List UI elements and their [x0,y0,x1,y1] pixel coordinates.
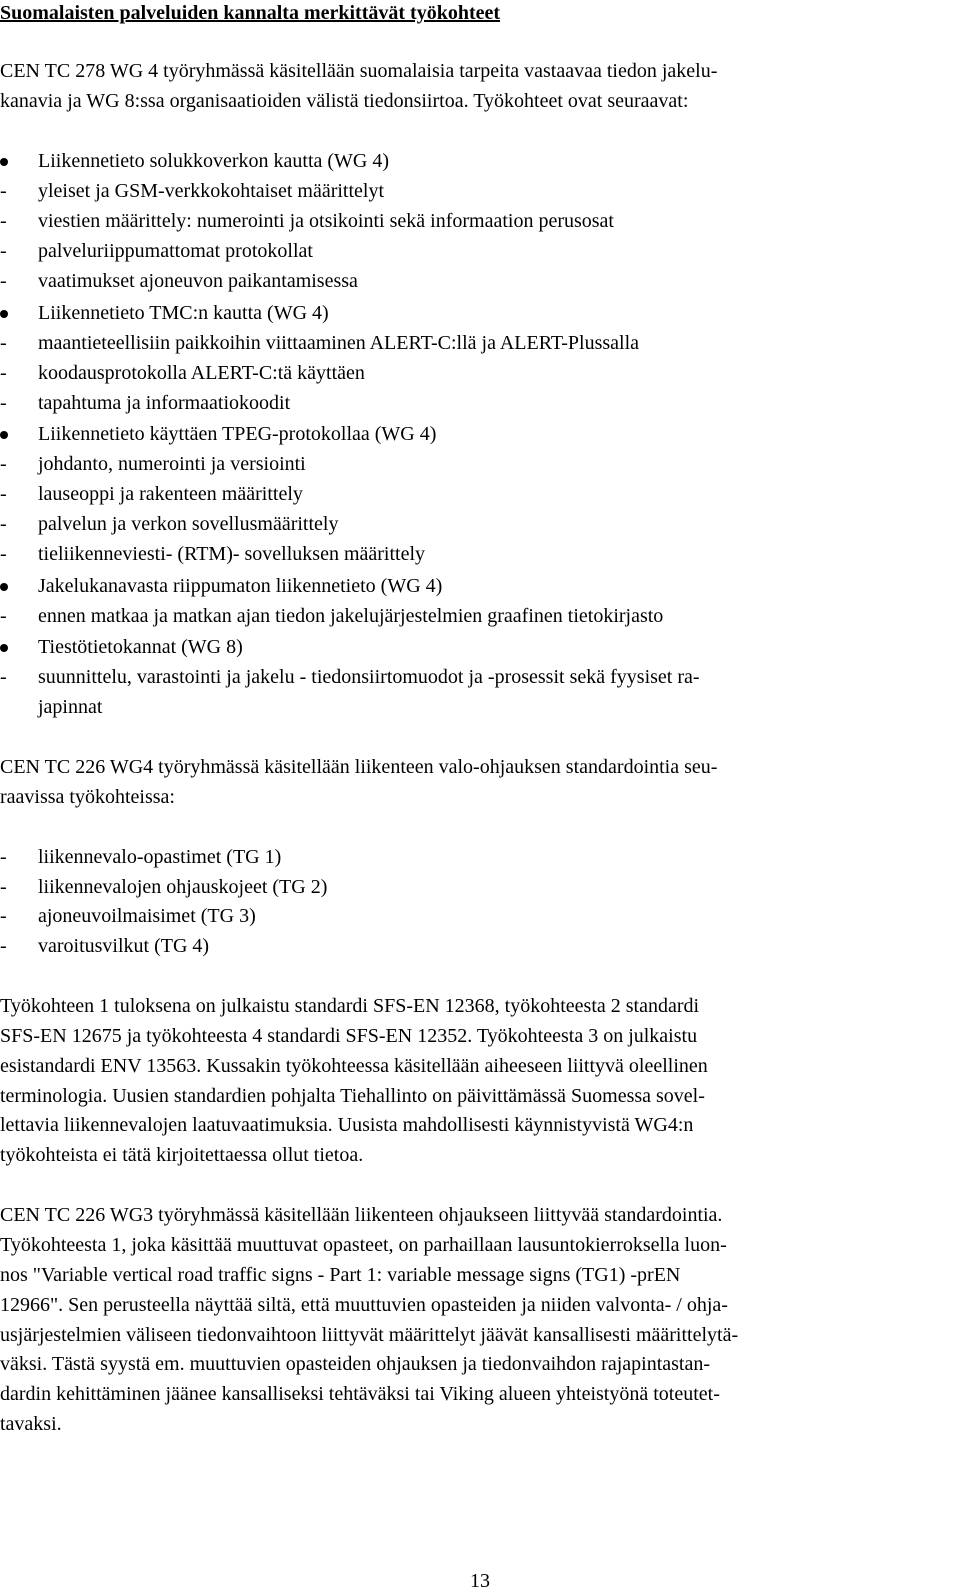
page-number: 13 [470,1570,490,1592]
dash-marker: - [0,876,7,898]
work-subitem [0,665,920,689]
work-subitem [0,482,920,506]
bullet-icon [0,644,8,652]
work-item [0,301,920,325]
dash-marker: - [0,392,7,414]
bullet-icon [0,158,8,166]
work-subitem-text: vaatimukset ajoneuvon paikantamisessa [38,270,358,292]
work-item-title: Tiestötietokannat (WG 8) [38,636,243,658]
dash-marker: - [0,362,7,384]
work-subitem [0,269,920,293]
work-subitem-text: viestien määrittely: numerointi ja otsikointi sekä informaation perusosat [38,210,614,232]
results-line: SFS-EN 12675 ja työkohteesta 4 standardi SFS-EN 12352. Työkohteesta 3 on julkaistu [0,1025,698,1047]
intro-line: kanavia ja WG 8:ssa organisaatioiden välistä tiedonsiirtoa. Työkohteet ovat seuraavat: [0,90,689,112]
results-line: terminologia. Uusien standardien pohjalta Tiehallinto on päivittämässä Suomessa sovel- [0,1085,705,1107]
work-subitem-text: lauseoppi ja rakenteen määrittely [38,483,303,505]
dash-marker: - [0,210,7,232]
dash-marker: - [0,905,7,927]
bullet-icon [0,583,8,591]
section-heading: Suomalaisten palveluiden kannalta merkittävät työkohteet [0,2,501,24]
work-subitem-text: palvelun ja verkon sovellusmäärittely [38,513,339,535]
wg3-line: Työkohteesta 1, joka käsittää muuttuvat opasteet, on parhaillaan lausuntokierroksella luon- [0,1234,727,1256]
dash-marker: - [0,605,7,627]
work-subitem [0,542,920,566]
wg4-item [0,845,920,869]
work-subitem-continuation: japinnat [38,696,103,718]
work-item [0,574,920,598]
work-item-title: Jakelukanavasta riippumaton liikennetieto (WG 4) [38,575,443,597]
work-subitem [0,604,920,628]
work-subitem [0,452,920,476]
dash-marker: - [0,846,7,868]
dash-marker: - [0,453,7,475]
dash-marker: - [0,332,7,354]
wg3-line: väksi. Tästä syystä em. muuttuvien opasteiden ohjauksen ja tiedonvaihdon rajapintastan- [0,1353,711,1375]
work-item-title: Liikennetieto solukkoverkon kautta (WG 4) [38,150,390,172]
work-item [0,422,920,446]
wg4-item [0,934,920,958]
bullet-icon [0,431,8,439]
wg4-item-text: liikennevalojen ohjauskojeet (TG 2) [38,876,328,898]
dash-marker: - [0,543,7,565]
results-line: esistandardi ENV 13563. Kussakin työkohteessa käsitellään aiheeseen liittyvä oleellinen [0,1055,708,1077]
work-item-title: Liikennetieto TMC:n kautta (WG 4) [38,302,329,324]
work-subitem [0,239,920,263]
dash-marker: - [0,483,7,505]
work-subitem-text: tieliikenneviesti- (RTM)- sovelluksen määrittely [38,543,426,565]
work-subitem-text: yleiset ja GSM-verkkokohtaiset määrittelyt [38,180,385,202]
work-subitem-text: suunnittelu, varastointi ja jakelu - tiedonsiirtomuodot ja -prosessit sekä fyysiset ra- [38,666,700,688]
dash-marker: - [0,270,7,292]
wg3-line: CEN TC 226 WG3 työryhmässä käsitellään liikenteen ohjaukseen liittyvää standardointia. [0,1204,723,1226]
dash-marker: - [0,513,7,535]
work-subitem-text: maantieteellisiin paikkoihin viittaaminen ALERT-C:llä ja ALERT-Plussalla [38,332,640,354]
wg4-item-text: ajoneuvoilmaisimet (TG 3) [38,905,256,927]
work-subitem-text: johdanto, numerointi ja versiointi [38,453,306,475]
results-line: lettavia liikennevalojen laatuvaatimuksia. Uusista mahdollisesti käynnistyvistä WG4:n [0,1114,694,1136]
wg3-line: usjärjestelmien väliseen tiedonvaihtoon liittyvät määrittelyt jäävät kansallisesti määrittelytä- [0,1324,739,1346]
wg3-line: nos "Variable vertical road traffic signs - Part 1: variable message signs (TG1) -prEN [0,1264,681,1286]
work-subitem [0,179,920,203]
bullet-icon [0,310,8,318]
work-subitem [0,209,920,233]
work-subitem [0,512,920,536]
work-subitem-text: koodausprotokolla ALERT-C:tä käyttäen [38,362,365,384]
wg4-line: raavissa työkohteissa: [0,786,175,808]
results-line: Työkohteen 1 tuloksena on julkaistu standardi SFS-EN 12368, työkohteesta 2 standardi [0,995,700,1017]
work-item [0,635,920,659]
wg4-item-text: liikennevalo-opastimet (TG 1) [38,846,282,868]
intro-line: CEN TC 278 WG 4 työryhmässä käsitellään suomalaisia tarpeita vastaavaa tiedon jakelu- [0,60,718,82]
work-subitem-text: palveluriippumattomat protokollat [38,240,313,262]
work-subitem [0,331,920,355]
wg3-line: tavaksi. [0,1413,62,1435]
dash-marker: - [0,666,7,688]
work-subitem-text: ennen matkaa ja matkan ajan tiedon jakelujärjestelmien graafinen tietokirjasto [38,605,664,627]
work-item [0,149,920,173]
wg4-item [0,904,920,928]
results-line: työkohteista ei tätä kirjoitettaessa ollut tietoa. [0,1144,364,1166]
work-subitem [0,361,920,385]
dash-marker: - [0,935,7,957]
wg3-line: 12966". Sen perusteella näyttää siltä, että muuttuvien opasteiden ja niiden valvonta- / ohja- [0,1294,728,1316]
wg3-line: dardin kehittäminen jäänee kansalliseksi tehtäväksi tai Viking alueen yhteistyönä toteutet- [0,1383,720,1405]
dash-marker: - [0,180,7,202]
work-item-title: Liikennetieto käyttäen TPEG-protokollaa (WG 4) [38,423,437,445]
wg4-item-text: varoitusvilkut (TG 4) [38,935,210,957]
wg4-item [0,875,920,899]
wg4-line: CEN TC 226 WG4 työryhmässä käsitellään liikenteen valo-ohjauksen standardointia seu- [0,756,718,778]
work-subitem-text: tapahtuma ja informaatiokoodit [38,392,291,414]
work-subitem [0,391,920,415]
dash-marker: - [0,240,7,262]
